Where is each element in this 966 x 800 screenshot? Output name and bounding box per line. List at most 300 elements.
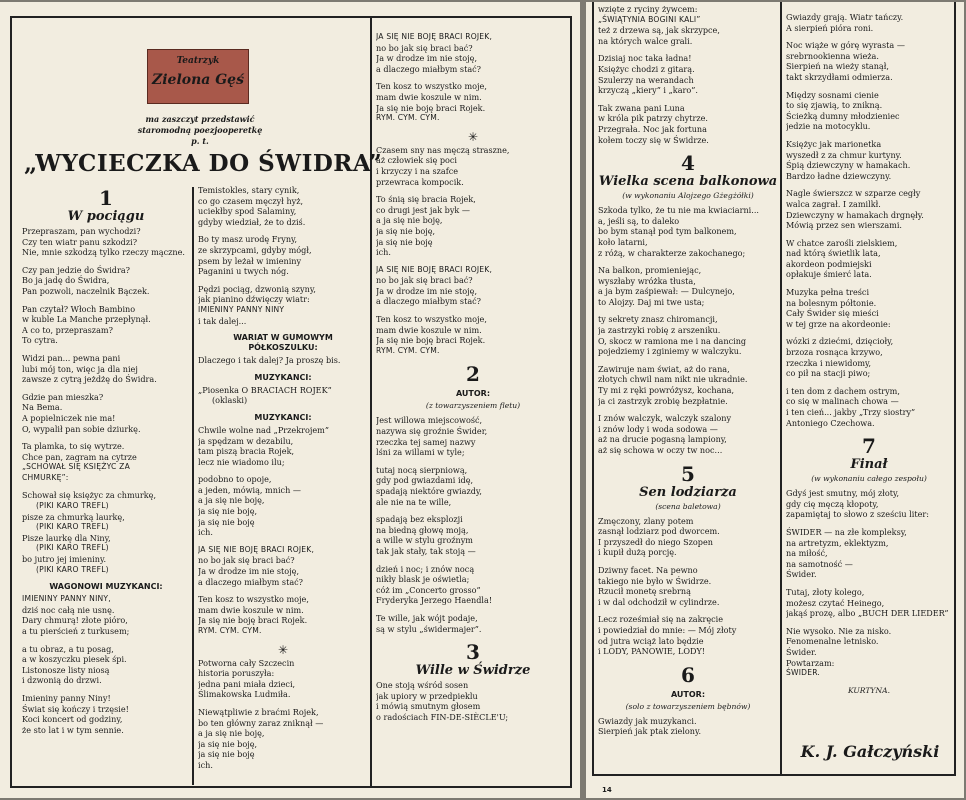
verse-line: Ja w drodze im nie stoję, <box>376 285 478 296</box>
verse-stanza <box>22 441 190 483</box>
logo-line: Zielona Gęś <box>152 72 244 88</box>
verse-line: na których walce grali. <box>598 35 693 46</box>
verse-stanza <box>786 188 952 230</box>
verse-line: A popielniczek nie ma! <box>22 412 116 423</box>
verse-line: Ścieżką dumny młodzieniec <box>786 110 900 121</box>
verse-line: brzoza rosnąca krzywo, <box>786 347 883 358</box>
verse-line: nikły blask je oświetla; <box>376 574 470 585</box>
verse-line: aż się schowa w oczy tw noc... <box>598 445 723 455</box>
verse-line: Ten kosz to wszystko moje, <box>376 81 487 92</box>
asterisk-divider: ✳ <box>467 129 479 144</box>
verse-line: Bo ty masz urodę Fryny, <box>198 234 298 245</box>
verse-line: Rzucił monetę srebrną <box>598 586 691 597</box>
text-column-5 <box>786 12 952 742</box>
verse-line: wyszłaby wróżka tłusta, <box>598 275 696 286</box>
speaker-heading: MUZYKANCI: <box>254 372 312 382</box>
verse-line: Ślimakowska Ludmiła. <box>198 689 291 700</box>
verse-line: Gdyś jest smutny, mój złoty, <box>786 488 900 499</box>
verse-line: o radościach FIN-DE-SIÈCLE'U; <box>376 711 509 722</box>
verse-line: wózki z dziećmi, dzięcioły, <box>786 336 894 347</box>
verse-line: gdy cię męczą kłopoty, <box>786 498 879 509</box>
verse-stanza <box>22 644 190 686</box>
section-title: Wielka scena balkonowa <box>598 174 778 190</box>
verse-line: a tu pierścień z turkusem; <box>22 626 130 636</box>
verse-stanza <box>376 81 570 123</box>
verse-line: lśni za willami w tyle; <box>376 447 465 458</box>
verse-line: koło latarni, <box>598 236 648 247</box>
verse-line: a dlaczego miałbym stać? <box>376 63 482 74</box>
section-title: W pociągu <box>67 209 145 224</box>
verse-stanza <box>22 392 190 434</box>
left-page <box>0 2 580 798</box>
verse-stanza <box>598 4 778 46</box>
verse-line: ŚWIDER — na złe kompleksy, <box>786 526 907 537</box>
verse-stanza <box>598 614 778 656</box>
page-number: 14 <box>602 786 612 794</box>
verse-stanza <box>198 234 368 276</box>
verse-line: „SCHOWAŁ SIĘ KSIĘŻYC ZA <box>22 462 130 472</box>
verse-stanza <box>22 304 190 346</box>
speaker-heading: AUTOR: <box>670 689 706 699</box>
speaker-heading: WARIAT W GUMOWYM PÓŁKOSZULKU: <box>233 333 333 353</box>
verse-stanza <box>22 594 190 636</box>
verse-line: aż na drucie pogasną lampiony, <box>598 434 727 445</box>
verse-line: Nie wysoko. Nie za nisko. <box>786 625 892 636</box>
verse-line: Zmęczony, zlany potem <box>598 515 694 526</box>
stage-direction: (z towarzyszeniem fletu) <box>425 401 521 411</box>
verse-line: Powtarzam: <box>786 657 835 668</box>
verse-line: Sierpień na wieży stanął, <box>786 61 889 72</box>
section-number: 4 <box>681 151 695 176</box>
verse-line: CHMURKĘ”: <box>22 472 69 482</box>
verse-line: Śpią dziewczyny w hamakach. <box>786 160 911 171</box>
verse-stanza <box>198 284 368 326</box>
verse-line: RYM. CYM. CYM. <box>376 345 440 355</box>
verse-line: Świder. <box>786 646 817 657</box>
verse-line: srebrnookienna wieża. <box>786 50 879 61</box>
verse-line: Czasem sny nas męczą straszne, <box>376 144 510 155</box>
verse-line: od jutra wciąż lato będzie <box>598 635 704 646</box>
verse-line: wzięte z ryciny żywcem: <box>598 4 698 14</box>
verse-line: „ŚWIĄTYNIA BOGINI KALI” <box>598 14 701 24</box>
verse-line: ja się nie boję <box>198 516 255 527</box>
verse-line: I znów walczyk, walczyk szalony <box>598 413 732 424</box>
verse-line: to się zjawią, to znikną. <box>786 100 883 111</box>
column-divider <box>192 187 194 785</box>
speaker-heading: AUTOR: <box>455 389 491 399</box>
verse-line: możesz czytać Heinego, <box>786 597 885 608</box>
verse-line: Ta plamka, to się wytrze. <box>22 441 125 452</box>
verse-stanza <box>598 314 778 356</box>
verse-line: Szulerzy na werandach <box>598 74 694 85</box>
verse-stanza <box>22 226 190 258</box>
verse-line: Zawiruje nam świat, aż do rana, <box>598 363 730 374</box>
play-title: „WYCIECZKA DO ŚWIDRA” <box>24 150 383 177</box>
verse-line: Chce pan, zagram na cytrze <box>22 451 137 462</box>
verse-stanza <box>786 527 952 580</box>
verse-line: mam dwie koszule w nim. <box>376 324 482 335</box>
section-number: 3 <box>466 640 480 665</box>
verse-line: (PIKI KARO TREFL) <box>36 543 109 553</box>
verse-stanza <box>198 658 368 700</box>
verse-line: podobno to opoje, <box>198 474 272 485</box>
intro-line: staromodną poezjooperetkę <box>137 125 263 135</box>
verse-line: Nagle świerszcz w szparze cegły <box>786 188 921 199</box>
column-divider <box>780 2 782 776</box>
verse-line: ty sekrety znasz chiromancji, <box>598 314 718 325</box>
verse-line: ich. <box>376 247 391 258</box>
verse-line: (PIKI KARO TREFL) <box>36 564 109 574</box>
verse-line: na artretyzm, eklektyzm, <box>786 537 889 548</box>
verse-line: Ja się nie boję braci Rojek. <box>198 615 308 626</box>
verse-line: lecz nie wiadomo ilu; <box>198 456 285 467</box>
verse-line: ja ci zastrzyk zrobię bezpłatnie. <box>598 395 728 406</box>
verse-line: Przepraszam, pan wychodzi? <box>22 226 141 236</box>
verse-line: aż człowiek się poci <box>376 155 458 166</box>
verse-stanza <box>198 545 368 587</box>
verse-line: (PIKI KARO TREFL) <box>36 501 109 511</box>
verse-stanza <box>786 386 952 428</box>
verse-line: rzeczka i niewidomy, <box>786 357 872 368</box>
verse-line: „Piosenka O BRACIACH ROJEK” <box>198 384 332 395</box>
verse-line: i krzyczy i na szafce <box>376 165 459 176</box>
verse-line: Ja się nie boję braci Rojek. <box>376 335 486 346</box>
asterisk-divider: ✳ <box>277 642 289 657</box>
verse-line: nad którą świetlik lata, <box>786 248 881 259</box>
verse-line: Ty mi z ręki powróżysz, kochana, <box>598 385 735 396</box>
verse-line: JA SIĘ NIE BOJĘ BRACI ROJEK, <box>198 544 315 554</box>
verse-stanza <box>376 680 570 722</box>
verse-line: A co to, przepraszam? <box>22 324 113 335</box>
verse-line: Potworna cały Szczecin <box>198 657 295 668</box>
intro-line: p. t. <box>191 136 209 146</box>
verse-line: tak jak stały, tak stoją — <box>376 545 476 556</box>
verse-line: Mówią przez sen wierszami. <box>786 220 902 231</box>
verse-stanza <box>22 490 190 575</box>
verse-line: akordeon podmiejski <box>786 258 872 269</box>
verse-line: Imieniny panny Niny! <box>22 692 111 703</box>
verse-stanza <box>598 565 778 607</box>
verse-line: Gwiazdy grają. Wiatr tańczy. <box>786 12 904 22</box>
verse-line: na miłość, <box>786 548 828 559</box>
verse-line: IMIENINY PANNY NINY <box>198 304 285 314</box>
verse-line: Tutaj, złoty kolego, <box>786 586 865 597</box>
verse-stanza <box>376 314 570 356</box>
verse-stanza <box>22 265 190 297</box>
verse-line: na bolesnym półtonie. <box>786 297 877 308</box>
verse-line: co się w malinach chowa — <box>786 396 899 407</box>
verse-line: i tak dalej... <box>198 315 247 326</box>
verse-line: takt skrzydłami odmierza. <box>786 71 893 82</box>
verse-line: Muzyka pełna treści <box>786 287 870 298</box>
verse-line: na biedną głowę moją, <box>376 524 469 535</box>
verse-stanza <box>198 707 368 771</box>
verse-stanza <box>198 474 368 538</box>
verse-stanza <box>786 488 952 520</box>
verse-line: ja się nie boję <box>376 236 433 247</box>
verse-line: ich. <box>198 527 213 538</box>
verse-line: Księżyc jak marionetka <box>786 138 882 149</box>
stage-direction: (w wykonaniu całego zespołu) <box>811 474 927 484</box>
verse-line: i w dal odchodził w cylindrze. <box>598 596 720 607</box>
verse-stanza <box>22 353 190 385</box>
verse-stanza <box>598 205 778 258</box>
section-title: Finał <box>850 457 888 473</box>
verse-line: Ja się nie boję braci Rojek. <box>376 102 486 113</box>
verse-line: Tak zwana pani Luna <box>598 102 685 113</box>
verse-line: A sierpień pióra roni. <box>786 22 874 33</box>
section-number: 2 <box>466 362 480 387</box>
verse-line: Ten kosz to wszystko moje, <box>376 314 487 325</box>
verse-line: Dlaczego i tak dalej? Ja proszę bis. <box>198 355 341 366</box>
verse-line: zapamiętaj to słowo z sześciu liter: <box>786 509 929 520</box>
author-signature: K. J. Gałczyński <box>800 742 940 761</box>
verse-line: (PIKI KARO TREFL) <box>36 522 109 532</box>
verse-line: na samotność — <box>786 558 853 569</box>
verse-line: nazywa się groźnie Świder, <box>376 426 488 437</box>
verse-line: Bo ja jadę do Świdra, <box>22 275 110 286</box>
verse-line: a ja bym zaśpiewał: — Dulcynejo, <box>598 286 735 297</box>
verse-stanza <box>376 514 570 556</box>
section-title: Wille w Świdrze <box>415 663 531 679</box>
verse-line: i ten dom z dachem ostrym, <box>786 385 900 396</box>
verse-line: ja zastrzyki robię z arszeniku. <box>598 325 721 336</box>
verse-line: bo jutro jej imieniny. <box>22 554 107 565</box>
verse-line: Gdzie pan mieszka? <box>22 391 104 402</box>
verse-line: Ja w drodze im nie stoję, <box>376 53 478 64</box>
verse-stanza <box>376 265 570 307</box>
verse-line: zasnął lodziarz pod dworcem. <box>598 526 720 537</box>
verse-line: Pan pozwoli, naczelnik Bączek. <box>22 285 150 296</box>
verse-stanza <box>376 613 570 634</box>
verse-line: Schował się księżyc za chmurkę, <box>22 490 157 501</box>
verse-line: przewraca kompocik. <box>376 176 464 187</box>
verse-line: a dlaczego miałbym stać? <box>198 576 304 587</box>
verse-line: IMIENINY PANNY NINY, <box>22 594 111 604</box>
verse-line: wyszedł z za chmur kurtyny. <box>786 149 902 160</box>
verse-line: O, skocz w ramiona me i na dancing <box>598 335 747 346</box>
verse-line: ja się nie boję, <box>198 506 258 517</box>
verse-line: gdy pod gwiazdami idę, <box>376 475 474 486</box>
verse-line: jakąś prozę, albo „BUCH DER LIEDER” <box>786 608 949 619</box>
verse-line: One stoją wśród sosen <box>376 680 469 691</box>
verse-line: są w stylu „świdermajer”. <box>376 623 482 634</box>
verse-line: rzeczka tej samej nazwy <box>376 436 476 447</box>
verse-line: Jest willowa miejscowość, <box>376 415 483 426</box>
text-column-3 <box>376 32 570 788</box>
verse-line: no bo jak się braci bać? <box>376 42 473 53</box>
verse-line: psem by leżał w imieniny <box>198 255 302 266</box>
verse-line: kołem toczy się w Świdrze. <box>598 134 709 145</box>
verse-line: no bo jak się braci bać? <box>198 555 295 566</box>
verse-line: i dzwonią do drzwi. <box>22 675 102 686</box>
verse-line: Pędzi pociąg, dzwonią szyny, <box>198 283 316 294</box>
verse-line: spadają bez eksplozji <box>376 514 463 525</box>
verse-line: Niewątpliwie z braćmi Rojek, <box>198 706 319 717</box>
verse-stanza <box>198 355 368 366</box>
verse-line: Świder. <box>786 569 817 580</box>
verse-line: Na Bema. <box>22 402 63 413</box>
stage-direction: (solo z towarzyszeniem bębnów) <box>625 701 751 711</box>
verse-line: Widzi pan... pewna pani <box>22 352 121 363</box>
verse-line: Gwiazdy jak muzykanci. <box>598 715 697 726</box>
right-page <box>586 2 964 798</box>
verse-line: to Alojzy. Daj mi twe usta; <box>598 296 705 307</box>
verse-stanza <box>786 12 952 33</box>
verse-stanza <box>786 336 952 378</box>
verse-line: W chatce zarośli zielskiem, <box>786 237 898 248</box>
verse-line: a, jeśli są, to daleko <box>598 215 680 226</box>
verse-stanza <box>598 103 778 145</box>
section-number: 6 <box>681 662 695 687</box>
verse-stanza <box>376 415 570 457</box>
verse-line: jak pianino dźwięczy wiatr: <box>198 294 310 305</box>
verse-line: Świat się kończy i trzęsie! <box>22 703 129 714</box>
verse-line: ja się nie boję <box>198 749 255 760</box>
verse-line: spadają niektóre gwiazdy, <box>376 486 482 496</box>
verse-line: Bardzo ładne dziewczyny. <box>786 170 892 181</box>
verse-line: uciekłby spod Salaminy, <box>198 206 297 217</box>
verse-line: jak upiory w przedpieklu <box>376 690 478 701</box>
verse-line: I przyszedł do niego Szopen <box>598 536 713 547</box>
verse-line: gdyby wiedział, że to dziś. <box>198 216 306 227</box>
verse-line: Pan czytał? Włoch Bambino <box>22 303 136 314</box>
verse-line: Lecz roześmiał się na zakręcie <box>598 614 724 625</box>
verse-stanza <box>376 194 570 258</box>
verse-line: Fryderyka Jerzego Haendla! <box>376 595 493 606</box>
verse-line: Fenomenalne letnisko. <box>786 636 879 647</box>
verse-stanza <box>198 385 368 406</box>
verse-line: ale nie na te wille, <box>376 496 452 507</box>
speaker-heading: MUZYKANCI: <box>254 412 312 422</box>
verse-line: Ja w drodze im nie stoję, <box>198 566 300 577</box>
verse-line: Te wille, jak wójt podaje, <box>376 612 478 623</box>
verse-line: i LODY, PANOWIE, LODY! <box>598 646 706 657</box>
verse-line: ze skrzypcami, gdyby mógł, <box>198 244 312 255</box>
verse-line: i mówią smutnym głosem <box>376 701 481 712</box>
verse-stanza <box>198 425 368 467</box>
verse-line: dziś noc całą nie usnę. <box>22 604 115 615</box>
stage-direction: (w wykonaniu Alojzego Gżegżółki) <box>622 191 754 201</box>
verse-line: Paganini u twych nóg. <box>198 266 289 277</box>
verse-line: zawsze z cytrą jeżdżę do Świdra. <box>22 374 157 385</box>
section-number: 5 <box>681 461 695 486</box>
verse-stanza <box>376 145 570 187</box>
verse-line: Noc wiąże w górę wyrasta — <box>786 40 905 51</box>
text-column-2 <box>198 185 368 785</box>
verse-line: w króla pik patrzy chytrze. <box>598 113 708 124</box>
verse-line: złotych chwil nam nikt nie ukradnie. <box>598 374 748 385</box>
section-number: 7 <box>862 434 876 459</box>
verse-line: ich. <box>198 759 213 770</box>
verse-line: pojedziemy i zginiemy w walczyku. <box>598 346 742 357</box>
verse-line: Dary chmurą! złote pióro, <box>22 615 128 626</box>
verse-line: ja się nie boję, <box>198 738 258 749</box>
verse-line: To śnią się bracia Rojek, <box>376 194 476 205</box>
verse-line: bo bym stanął pod tym balkonem, <box>598 226 737 237</box>
verse-line: Chwile wolne nad „Przekrojem” <box>198 424 329 435</box>
section-title: Sen lodziarza <box>639 484 737 500</box>
verse-line: a w koszyczku piesek śpi. <box>22 654 127 665</box>
verse-line: Cały Świder się mieści <box>786 308 879 319</box>
stage-direction: (scena baletowa) <box>655 501 721 511</box>
verse-line: Nie, mnie szkodzą tylko rzeczy mączne. <box>22 247 185 258</box>
verse-stanza <box>786 238 952 280</box>
verse-stanza <box>598 413 778 455</box>
verse-line: Między sosnami cienie <box>786 89 879 100</box>
verse-line: To cytra. <box>22 335 58 346</box>
verse-line: RYM. CYM. CYM. <box>376 113 440 123</box>
verse-line: i kupił dużą porcję. <box>598 547 677 558</box>
verse-line: tam piszą bracia Rojek, <box>198 446 295 457</box>
verse-stanza <box>376 32 570 74</box>
verse-line: cóż im „Concerto grosso” <box>376 584 481 595</box>
verse-line: Koci koncert od godziny, <box>22 714 123 725</box>
verse-stanza <box>598 265 778 307</box>
verse-line: Dziwny facet. Na pewno <box>598 564 698 575</box>
verse-line: no bo jak się braci bać? <box>376 275 473 286</box>
verse-stanza <box>786 90 952 132</box>
verse-line: RYM. CYM. CYM. <box>198 626 262 635</box>
verse-line: Sierpień jak ptak zielony. <box>598 726 702 737</box>
verse-line: a jeden, mówią, mnich — <box>198 484 301 495</box>
verse-line: co pił na stacji piwo; <box>786 368 871 379</box>
verse-line: i znów lody i woda sodowa — <box>598 423 718 434</box>
verse-stanza <box>598 716 778 737</box>
verse-stanza <box>198 594 368 636</box>
verse-line: JA SIĘ NIE BOJĘ BRACI ROJEK, <box>376 32 493 41</box>
verse-line: w kuble La Manche przepłynął. <box>22 314 151 325</box>
verse-line: opłakuje śmierć lata. <box>786 269 872 280</box>
verse-line: co go czasem męczył hyż, <box>198 195 304 206</box>
verse-line: też z drzewa są, jak skrzypce, <box>598 25 720 36</box>
text-column-4 <box>598 4 778 774</box>
verse-line: lubi mój ton, więc ja dla niej <box>22 363 138 374</box>
verse-line: Szkoda tylko, że tu nie ma kwiaciarni... <box>598 205 759 216</box>
verse-line: mam dwie koszule w nim. <box>376 91 482 102</box>
stage-direction: KURTYNA. <box>847 685 890 695</box>
verse-stanza <box>786 587 952 619</box>
verse-line: a ja się nie boję, <box>198 495 265 506</box>
verse-stanza <box>598 53 778 95</box>
verse-line: dzień i noc; i znów nocą <box>376 563 475 574</box>
verse-line: ja spędzam w dezabilu, <box>198 435 294 446</box>
verse-line: że sto lat i w tym sennie. <box>22 724 124 735</box>
verse-stanza <box>598 516 778 558</box>
section-number: 1 <box>99 186 113 210</box>
verse-line: Księżyc chodzi z gitarą. <box>598 63 695 74</box>
speaker-heading: WAGONOWI MUZYKANCI: <box>49 582 163 592</box>
verse-line: takiego nie było w Świdrze. <box>598 575 712 586</box>
verse-line: w tej grze na akordeonie: <box>786 318 891 329</box>
verse-line: a tu obraz, a tu posag, <box>22 643 114 654</box>
verse-stanza <box>598 364 778 406</box>
verse-stanza <box>786 139 952 181</box>
verse-line: (oklaski) <box>212 395 248 406</box>
verse-line: JA SIĘ NIE BOJĘ BRACI ROJEK, <box>376 264 493 274</box>
verse-stanza <box>786 40 952 82</box>
verse-stanza <box>786 626 952 679</box>
verse-line: Dzisiaj noc taka ładna! <box>598 53 692 64</box>
verse-stanza <box>786 287 952 329</box>
verse-line: walca zagrał. I zamilkł. <box>786 198 881 209</box>
verse-line: i ten cień... jakby „Trzy siostry” <box>786 407 916 417</box>
verse-line: Czy pan jedzie do Świdra? <box>22 264 130 275</box>
verse-line: Na balkon, promieniejąc, <box>598 265 702 276</box>
verse-line: Pisze laurkę dla Niny, <box>22 532 111 543</box>
verse-line: i powiedział do mnie: — Mój złoty <box>598 624 737 635</box>
verse-line: O, wypalił pan sobie dziurkę. <box>22 423 141 434</box>
